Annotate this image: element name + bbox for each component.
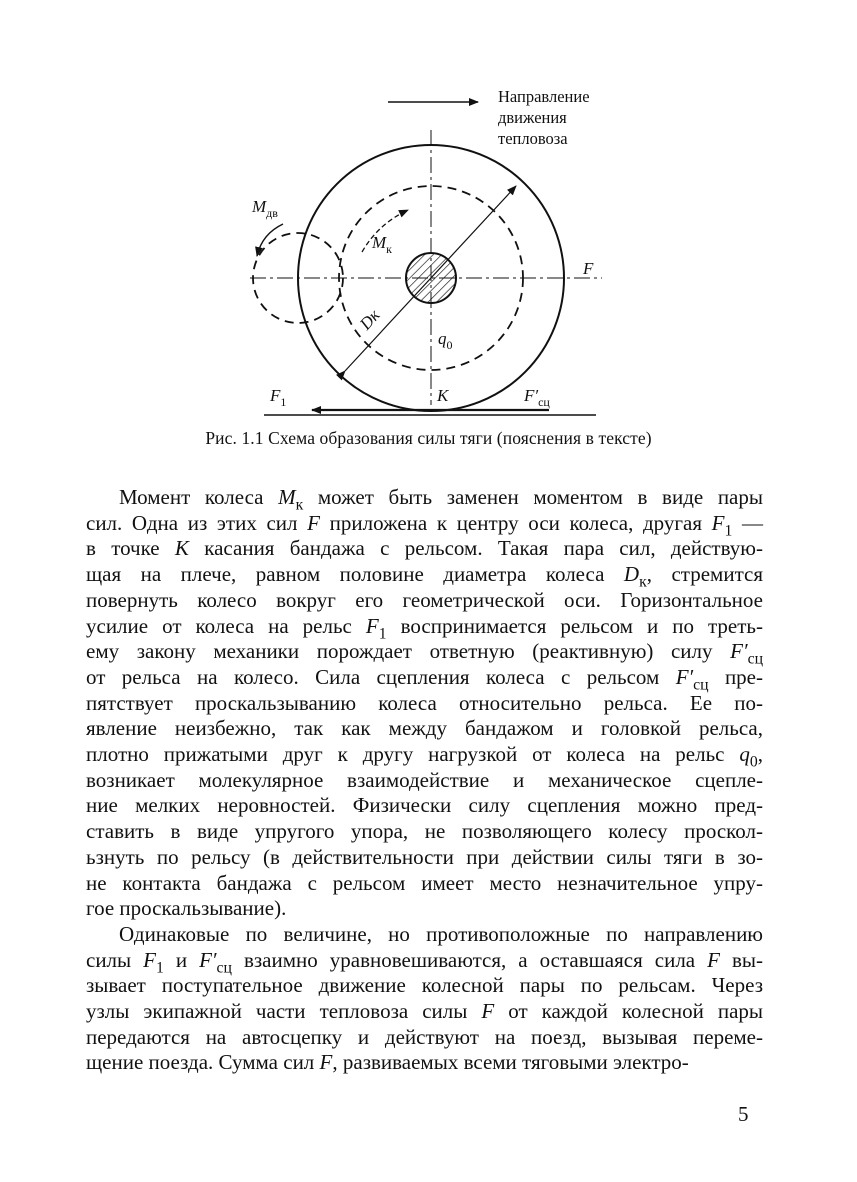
- text-line: зывает поступательное движение колесной пары по рельсам. Через: [86, 973, 763, 998]
- dk-label: Dк: [355, 305, 384, 334]
- math-symbol: F: [481, 999, 495, 1024]
- math-symbol: $F'_{сц}$: [730, 639, 763, 668]
- force-diagram: [0, 0, 857, 425]
- text-line: ние мелких неровностей. Физически силу сцепления можно пред-: [86, 793, 763, 818]
- math-symbol: F: [707, 947, 720, 972]
- text-line: ьзнуть по рельсу (в действительности при действии силы тяги в зо-: [86, 844, 763, 869]
- math-symbol: $M_к$: [278, 485, 304, 514]
- text-line: повернуть колесо вокруг его геометрической оси. Горизонтальное: [86, 587, 763, 612]
- page-number: 5: [738, 1102, 749, 1126]
- text-line: пятствует проскальзыванию колеса относительно рельса. Ее по-: [86, 690, 763, 715]
- text-line: возникает молекулярное взаимодействие и механическое сцепле-: [86, 767, 763, 792]
- math-symbol: F: [307, 510, 320, 535]
- paragraph-2: [86, 922, 763, 1076]
- body-text: [86, 485, 763, 1076]
- direction-label-line3: тепловоза: [498, 129, 568, 148]
- q0-label: $q_0$: [438, 329, 453, 352]
- text-line: силы $F_1$ и $F'_{сц}$ взаимно уравновешиваются, а оставшаяся сила F вы-: [86, 947, 763, 977]
- figure-caption: Рис. 1.1 Схема образования силы тяги (пояснения в тексте): [205, 428, 652, 448]
- text-line: Одинаковые по величине, но противоположные по направлению: [119, 921, 763, 946]
- f1-label: $F_1$: [270, 386, 287, 409]
- k-point-label: K: [437, 386, 449, 405]
- text-line: Момент колеса $M_к$ может быть заменен моментом в виде пары: [119, 485, 763, 514]
- math-symbol: $F'_{сц}$: [675, 664, 709, 694]
- text-line: не контакта бандажа с рельсом имеет место незначительное упру-: [86, 870, 763, 895]
- math-symbol: $q_0$: [739, 742, 758, 771]
- text-line: сил. Одна из этих сил F приложена к центру оси колеса, другая $F_1$ —: [86, 510, 764, 540]
- text-line: от рельса на колесо. Сила сцепления колеса с рельсом $F'_{сц}$ пре-: [86, 664, 764, 694]
- text-line: щение поезда. Сумма сил F, развиваемых всеми тяговыми электро-: [86, 1050, 689, 1075]
- direction-label-line1: Направление: [498, 87, 590, 106]
- math-symbol: $D_к$: [623, 562, 647, 591]
- text-line: узлы экипажной части тепловоза силы F от каждой колесной пары: [86, 999, 764, 1024]
- math-symbol: F: [319, 1050, 333, 1075]
- text-line: щая на плече, равном половине диаметра колеса $D_к$, стремится: [86, 562, 763, 591]
- math-symbol: $F_1$: [365, 613, 387, 643]
- math-symbol: K: [174, 536, 189, 561]
- math-symbol: $F_1$: [711, 510, 733, 540]
- text-line: передаются на автосцепку и действуют на поезд, вызывая переме-: [86, 1024, 763, 1049]
- text-line: плотно прижатыми друг к другу нагрузкой от колеса на рельс $q_0$,: [86, 742, 763, 771]
- m-dv-label: $M_{дв}$: [252, 197, 278, 220]
- math-symbol: $F_1$: [143, 947, 164, 977]
- math-symbol: $F'_{сц}$: [199, 947, 232, 977]
- paragraph-1: [86, 485, 763, 922]
- text-line: в точке K касания бандажа с рельсом. Такая пара сил, действую-: [86, 536, 763, 561]
- f-label: F: [583, 259, 594, 278]
- text-line: усилие от колеса на рельс $F_1$ воспринимается рельсом и по треть-: [86, 613, 763, 643]
- text-line: гое проскальзывание).: [86, 896, 287, 921]
- m-k-label: $M_к$: [372, 233, 393, 256]
- text-line: явление неизбежно, так как между бандажом и головкой рельса,: [86, 716, 763, 741]
- f-sc-label: $F'_{сц}$: [524, 386, 550, 409]
- text-line: ему закону механики порождает ответную (реактивную) силу $F'_{сц}$: [86, 639, 763, 668]
- direction-label-line2: движения: [498, 108, 567, 127]
- text-line: ставить в виде упругого упора, не позволяющего колесу проскол-: [86, 819, 763, 844]
